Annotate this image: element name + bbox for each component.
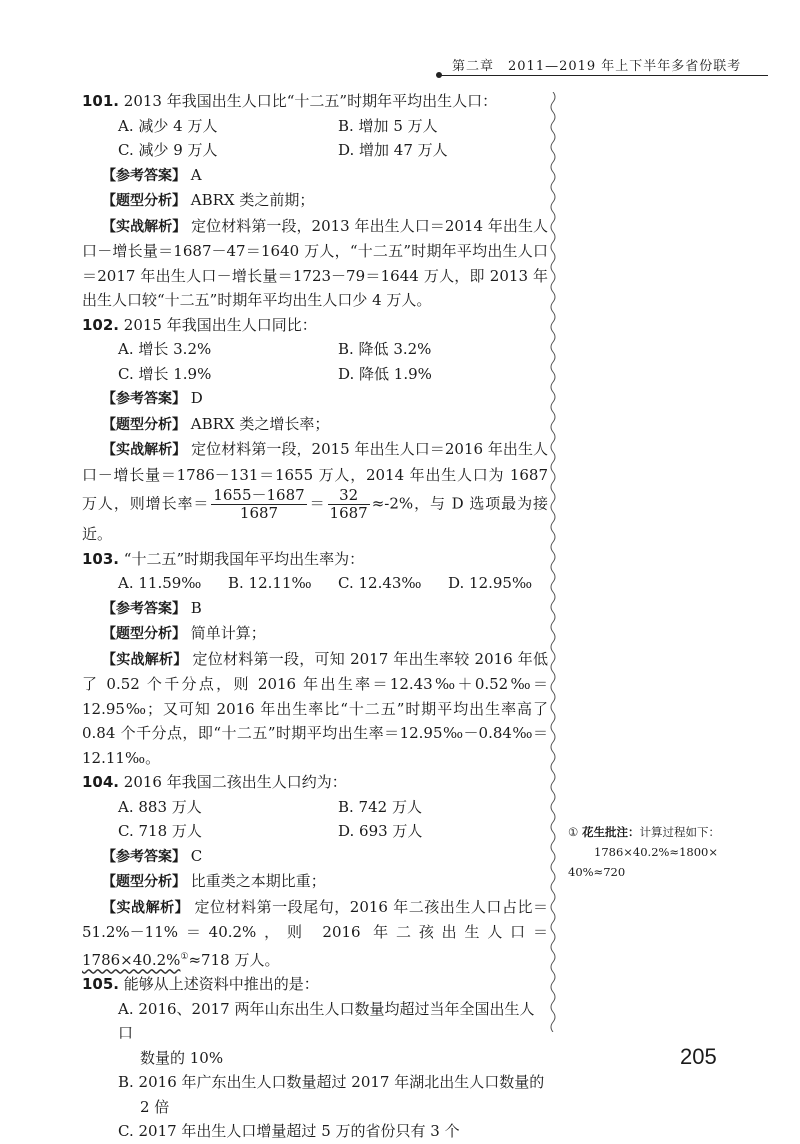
option-c: C. 2017 年出生人口增量超过 5 万的省份只有 3 个	[118, 1122, 460, 1140]
question-number: 105.	[82, 975, 120, 993]
question-stem: 能够从上述资料中推出的是：	[119, 975, 319, 993]
type-value: ABRX 类之前期；	[186, 191, 315, 209]
option-b: B. 12.11‰	[228, 574, 312, 592]
side-annotation	[568, 822, 728, 882]
question-number: 104.	[82, 773, 120, 791]
fraction-denominator: 1687	[329, 504, 368, 522]
fraction-1	[211, 487, 306, 522]
type-tag: 【题型分析】	[102, 626, 186, 642]
option-b	[118, 1070, 548, 1119]
answer-value: D	[186, 389, 203, 407]
analysis-text: 定位材料第一段，2013 年出生人口＝2014 年出生人口－增长量＝1687－47＝1640 万人，“十二五”时期年平均出生人口＝2017 年出生人口－增长量＝1723－79＝1644 万人，即 2013 年出生人口较“十二五”时期年平均出生人口少 4 万人。	[82, 216, 548, 309]
question-104	[82, 770, 548, 972]
analysis-tag: 【实战解析】	[102, 218, 187, 235]
answer-tag: 【参考答案】	[102, 167, 186, 184]
option-c: C. 12.43‰	[338, 574, 422, 592]
question-105	[82, 972, 548, 1144]
option-b: B. 742 万人	[338, 797, 422, 816]
analysis-text: 定位材料第一段，2015 年出生人口＝2016 年出生人口－增长量＝1786－131＝1655 万人，2014 年出生人口为 1687 万人，则增长率＝	[82, 440, 548, 513]
option-d: D. 降低 1.9%	[338, 364, 432, 383]
option-d: D. 693 万人	[338, 822, 423, 840]
type-value: 比重类之本期比重；	[186, 872, 326, 890]
type-tag: 【题型分析】	[102, 416, 186, 433]
running-header: 第二章 2011—2019 年上下半年多省份联考	[452, 59, 742, 74]
underlined-calculation: 1786×40.2%	[82, 950, 181, 969]
fraction-numerator: 32	[328, 487, 370, 505]
note-mark: ①	[568, 825, 579, 839]
type-value: ABRX 类之增长率；	[186, 414, 330, 433]
option-b-line-1: B. 2016 年广东出生人口数量超过 2017 年湖北出生人口数量的	[118, 1073, 545, 1091]
option-b: B. 降低 3.2%	[338, 340, 432, 358]
option-a-line-1: A. 2016、2017 两年山东出生人口数量均超过当年全国出生人口	[118, 999, 535, 1042]
type-tag: 【题型分析】	[102, 193, 186, 209]
fraction-denominator: 1687	[239, 504, 279, 522]
option-d: D. 增加 47 万人	[338, 141, 448, 159]
question-103	[82, 547, 548, 771]
answer-tag: 【参考答案】	[102, 600, 186, 617]
option-a: A. 增长 3.2%	[118, 340, 212, 358]
analysis-tag: 【实战解析】	[102, 651, 188, 668]
question-number: 103.	[82, 549, 120, 568]
option-a	[118, 997, 548, 1071]
option-d: D. 12.95‰	[448, 574, 533, 592]
type-tag: 【题型分析】	[102, 874, 186, 890]
answer-tag: 【参考答案】	[102, 848, 186, 865]
question-stem: “十二五”时期我国年平均出生率为：	[119, 549, 365, 568]
option-a-line-2: 数量的 10%	[140, 1048, 224, 1067]
column-divider	[548, 92, 558, 1032]
question-stem: 2016 年我国二孩出生人口约为：	[119, 773, 347, 791]
option-b-line-2: 2 倍	[140, 1097, 170, 1116]
option-c: C. 减少 9 万人	[118, 141, 218, 159]
answer-value: A	[186, 165, 202, 184]
fraction-2	[328, 487, 370, 522]
answer-tag: 【参考答案】	[102, 391, 186, 407]
question-102	[82, 313, 548, 547]
question-stem: 2015 年我国出生人口同比：	[119, 315, 317, 334]
note-tag: 花生批注：	[581, 825, 640, 839]
header-rule	[438, 75, 768, 76]
analysis-tag: 【实战解析】	[102, 442, 187, 458]
option-a: A. 883 万人	[118, 797, 202, 816]
question-number: 101.	[82, 92, 120, 110]
option-c: C. 增长 1.9%	[118, 364, 212, 383]
analysis-text: 定位材料第一段，可知 2017 年出生率较 2016 年低了 0.52 个千分点，则 2016 年出生率＝12.43‰＋0.52‰＝12.95‰；又可知 2016 年出生率比“十二五”时期平均出生率高了 0.84 个千分点，即“十二五”时期平均出生率＝12.95‰－0.84‰＝12.11‰。	[82, 649, 548, 767]
answer-value: B	[186, 598, 202, 617]
question-stem: 2013 年我国出生人口比“十二五”时期年平均出生人口：	[119, 92, 498, 110]
equals-sign: ＝	[308, 494, 326, 513]
note-line-3: 40%≈720	[568, 865, 626, 879]
question-number: 102.	[82, 315, 120, 334]
page-number: 205	[680, 1044, 717, 1069]
analysis-text-end: ≈-2%，与 D 选项最为接近。	[82, 494, 548, 543]
analysis-text-end: ≈718 万人。	[188, 950, 280, 969]
note-line-2: 1786×40.2%≈1800×	[594, 845, 718, 859]
note-line-1: 计算过程如下：	[639, 825, 720, 839]
question-101	[82, 89, 548, 313]
option-a: A. 11.59‰	[118, 574, 202, 592]
option-b: B. 增加 5 万人	[338, 116, 438, 135]
option-a: A. 减少 4 万人	[118, 116, 218, 135]
analysis-text: 定位材料第一段尾句，2016 年二孩出生人口占比＝51.2%－11%＝40.2%，则 2016 年二孩出生人口＝	[82, 897, 549, 941]
fraction-numerator: 1655－1687	[213, 486, 305, 504]
type-value: 简单计算；	[186, 624, 266, 642]
analysis-tag: 【实战解析】	[102, 899, 190, 916]
answer-value: C	[186, 846, 203, 865]
main-content	[82, 89, 548, 1144]
option-c: C. 718 万人	[118, 822, 202, 840]
footnote-mark: ①	[180, 951, 189, 962]
